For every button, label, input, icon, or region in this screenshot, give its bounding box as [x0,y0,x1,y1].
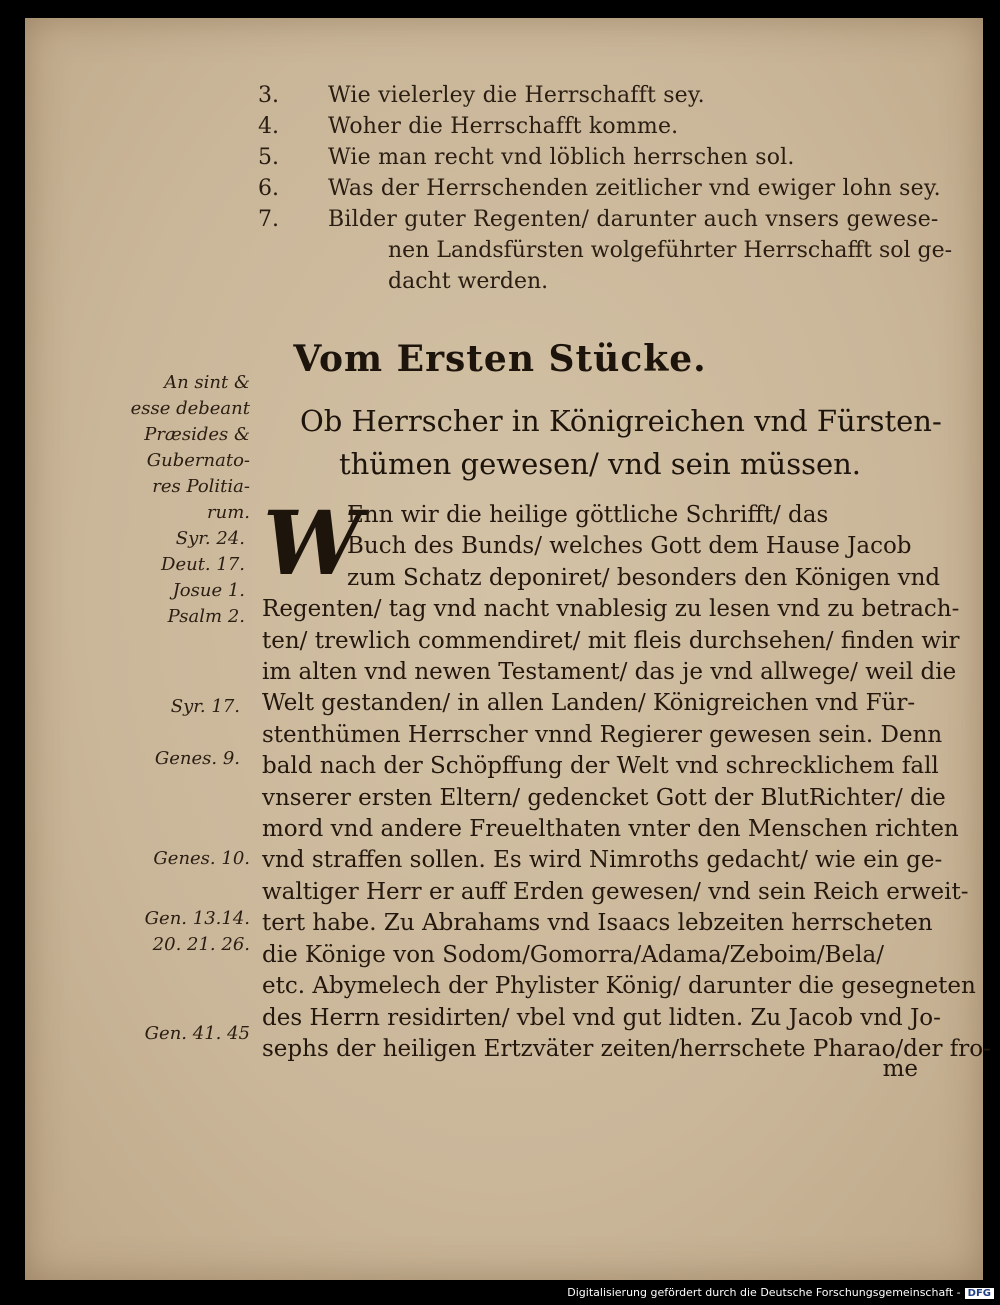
list-text: Wie man recht vnd löblich herrschen sol. [328,145,795,170]
body-line: sephs der heiligen Ertzväter zeiten/herrschete Pharao/der fro- [262,1035,991,1062]
margin-line: Gen. 41. 45 [144,1023,250,1044]
list-text: Woher die Herrschafft komme. [328,114,679,139]
footer-text: Digitalisierung gefördert durch die Deutsche Forschungsgemeinschaft - [567,1286,961,1299]
body-line: Regenten/ tag vnd nacht vnablesig zu lesen vnd zu betrach- [262,596,960,623]
list-number: 6. [258,176,279,201]
margin-line: 20. 21. 26. [152,934,250,955]
body-line: Buch des Bunds/ welches Gott dem Hause Jacob [347,533,912,560]
body-line: ten/ trewlich commendiret/ mit fleis durchsehen/ finden wir [262,627,960,654]
margin-line: res Politia- [152,476,250,497]
margin-references [125,526,245,630]
margin-line: Josue 1. [172,580,245,601]
list-text: Was der Herrschenden zeitlicher vnd ewiger lohn sey. [328,176,941,201]
margin-line: Præsides & [144,424,250,445]
margin-line: Deut. 17. [161,554,245,575]
catchword: me [882,1056,918,1082]
list-text: Wie vielerley die Herrschafft sey. [328,83,705,108]
margin-line: rum. [207,502,250,523]
body-line: im alten vnd newen Testament/ das je vnd allwege/ weil die [262,659,957,686]
margin-reference [130,906,250,958]
margin-reference [120,746,240,772]
margin-note-latin [130,370,250,526]
list-text: nen Landsfürsten wolgeführter Herrschafft sol ge- [388,238,953,263]
body-paragraph [262,491,991,1065]
margin-line: An sint & [164,372,250,393]
body-line: des Herrn residirten/ vbel vnd gut lidten. Zu Jacob vnd Jo- [262,1004,941,1031]
margin-line: Syr. 17. [170,696,240,717]
body-line: tert habe. Zu Abrahams vnd Isaacs lebzeiten herrscheten [262,910,933,937]
subheading-line: thümen gewesen/ vnd sein müssen. [338,447,862,481]
body-line: bald nach der Schöpffung der Welt vnd schrecklichem fall [262,753,939,780]
list-number: 4. [258,114,279,139]
list-text: Bilder guter Regenten/ darunter auch vnsers gewese- [328,207,939,232]
body-line: Enn wir die heilige göttliche Schrifft/ das [347,502,829,528]
margin-line: Genes. 10. [153,848,250,869]
margin-line: esse debeant [130,398,250,419]
list-text: dacht werden. [388,269,549,294]
body-line: die Könige von Sodom/Gomorra/Adama/Zeboim/Bela/ [262,941,884,968]
margin-line: Gen. 13.14. [144,908,250,929]
body-line: zum Schatz deponiret/ besonders den Königen vnd [347,564,941,591]
body-line: stenthümen Herrscher vnnd Regierer gewesen sein. Denn [262,721,943,748]
body-line: vnserer ersten Eltern/ gedencket Gott der BlutRichter/ die [262,784,946,811]
subheading-line: Ob Herrscher in Königreichen vnd Fürsten- [300,404,942,438]
body-line: waltiger Herr er auff Erden gewesen/ vnd sein Reich erweit- [262,878,969,905]
dfg-logo-icon: DFG [965,1288,994,1299]
list-number: 7. [258,207,279,232]
decorative-initial: W [263,491,362,595]
margin-reference [130,1021,250,1047]
list-number: 5. [258,145,279,170]
digitization-footer [0,1286,994,1299]
section-heading: Vom Ersten Stücke. [293,338,707,380]
list-number: 3. [258,83,279,108]
body-line: mord vnd andere Freuelthaten vnter den Menschen richten [262,816,959,843]
margin-reference [130,846,250,872]
margin-line: Psalm 2. [167,606,245,627]
body-line: vnd straffen sollen. Es wird Nimroths gedacht/ wie ein ge- [262,847,943,874]
margin-line: Gubernato- [146,450,250,471]
margin-reference [120,694,240,720]
body-line: Welt gestanden/ in allen Landen/ Königreichen vnd Für- [262,690,916,717]
body-line: etc. Abymelech der Phylister König/ darunter die gesegneten [262,973,976,1000]
margin-line: Genes. 9. [154,748,240,769]
section-subheading [300,400,942,486]
margin-line: Syr. 24. [175,528,245,549]
